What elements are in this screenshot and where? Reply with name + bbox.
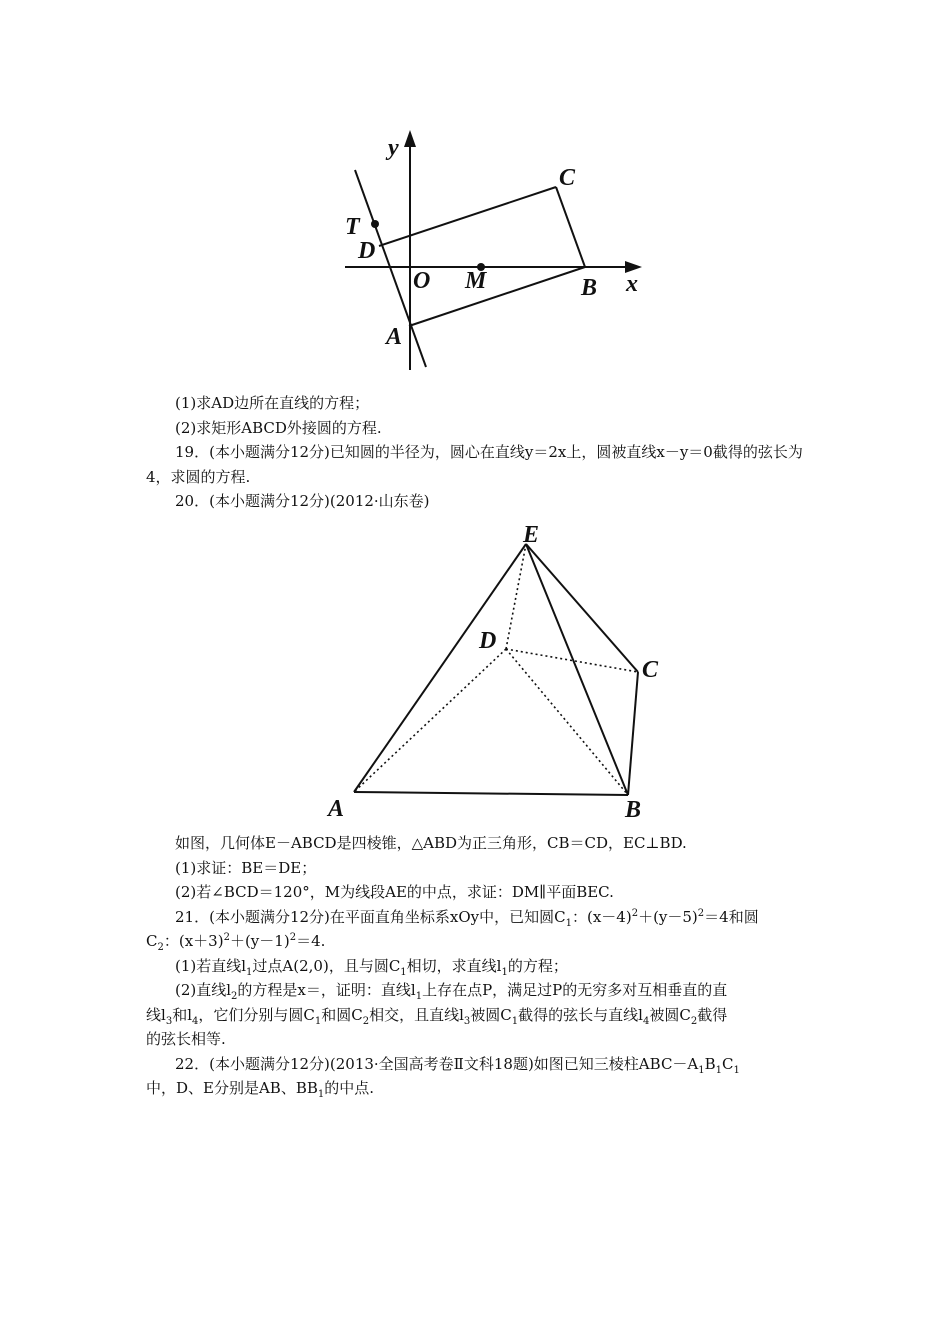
label-a2: A [328, 796, 345, 822]
label-m: M [465, 268, 487, 294]
q20-part2: (2)若∠BCD＝120°，M为线段AE的中点，求证：DM∥平面BEC. [175, 883, 614, 901]
edge-cb [556, 187, 585, 267]
label-x: x [626, 271, 638, 297]
q21-part2: (2)直线$l_2$的方程是x＝，证明：直线$l_1$上存在点P，满足过P的无穷多对互相垂直的直 线$l_3$和$l_4$，它们分别与圆$C_1$和圆$C_2$相交，且直线$l_3$被圆$C_1$截得的弦长与直线$l_4$被圆$C_2$截得 的弦长相等. [146, 981, 728, 1048]
edge-ab [354, 792, 628, 795]
q20-part1: (1)求证：BE＝DE； [175, 858, 317, 877]
q19-text: 19．(本小题满分12分)已知圆的半径为，圆心在直线y＝2x上，圆被直线x－y＝0截得的弦长为4，求圆的方程. [146, 443, 803, 486]
label-y: y [388, 135, 399, 161]
text-block-1 [146, 391, 808, 514]
label-o: O [413, 268, 431, 294]
label-t: T [345, 214, 360, 240]
label-d: D [358, 238, 376, 264]
label-b2: B [625, 797, 642, 823]
point-t [371, 220, 379, 228]
edge-ae [354, 544, 526, 792]
edge-dc [379, 187, 556, 246]
text-block-2 [146, 831, 808, 1101]
figure-pyramid [320, 518, 680, 823]
label-a: A [386, 324, 403, 350]
edge-ec [526, 544, 638, 672]
q22-stem: 22．(本小题满分12分)(2013·全国高考卷Ⅱ文科18题)如图已知三棱柱$ABC-A_1B_1C_1$ 中，D、E分别是AB、$BB_1$的中点. [146, 1054, 740, 1100]
label-d2: D [479, 628, 497, 654]
figure2-svg [320, 518, 680, 823]
q20-desc: 如图，几何体E－ABCD是四棱锥，△ABD为正三角形，CB＝CD，EC⊥BD. [175, 834, 687, 852]
edge-cb [628, 672, 638, 795]
edge-dc [506, 649, 638, 672]
q18-part2: (2)求矩形ABCD外接圆的方程. [175, 418, 382, 437]
edge-db [506, 649, 628, 795]
edge-ba [409, 267, 585, 326]
figure-rectangle-coordinate [330, 125, 650, 375]
y-arrow-icon [404, 130, 416, 147]
label-c2: C [642, 657, 659, 683]
label-e: E [523, 522, 540, 548]
figure1-svg [330, 125, 650, 375]
q20-header: 20．(本小题满分12分)(2012·山东卷) [175, 492, 430, 510]
edge-da [354, 649, 506, 792]
label-b: B [581, 275, 598, 301]
q18-part1: (1)求AD边所在直线的方程； [175, 394, 370, 412]
label-c: C [559, 165, 576, 191]
edge-eb [526, 544, 628, 795]
q21-stem: 21．(本小题满分12分)在平面直角坐标系xOy中，已知圆$C_1$：$(x-4)^2+(y-5)^2=4$和圆 $C_2$：$(x+3)^2+(y-1)^2=4$. [146, 907, 759, 953]
q21-part1: (1)若直线$l_1$过点A(2,0)，且与圆$C_1$相切，求直线$l_1$的方程； [175, 956, 568, 978]
